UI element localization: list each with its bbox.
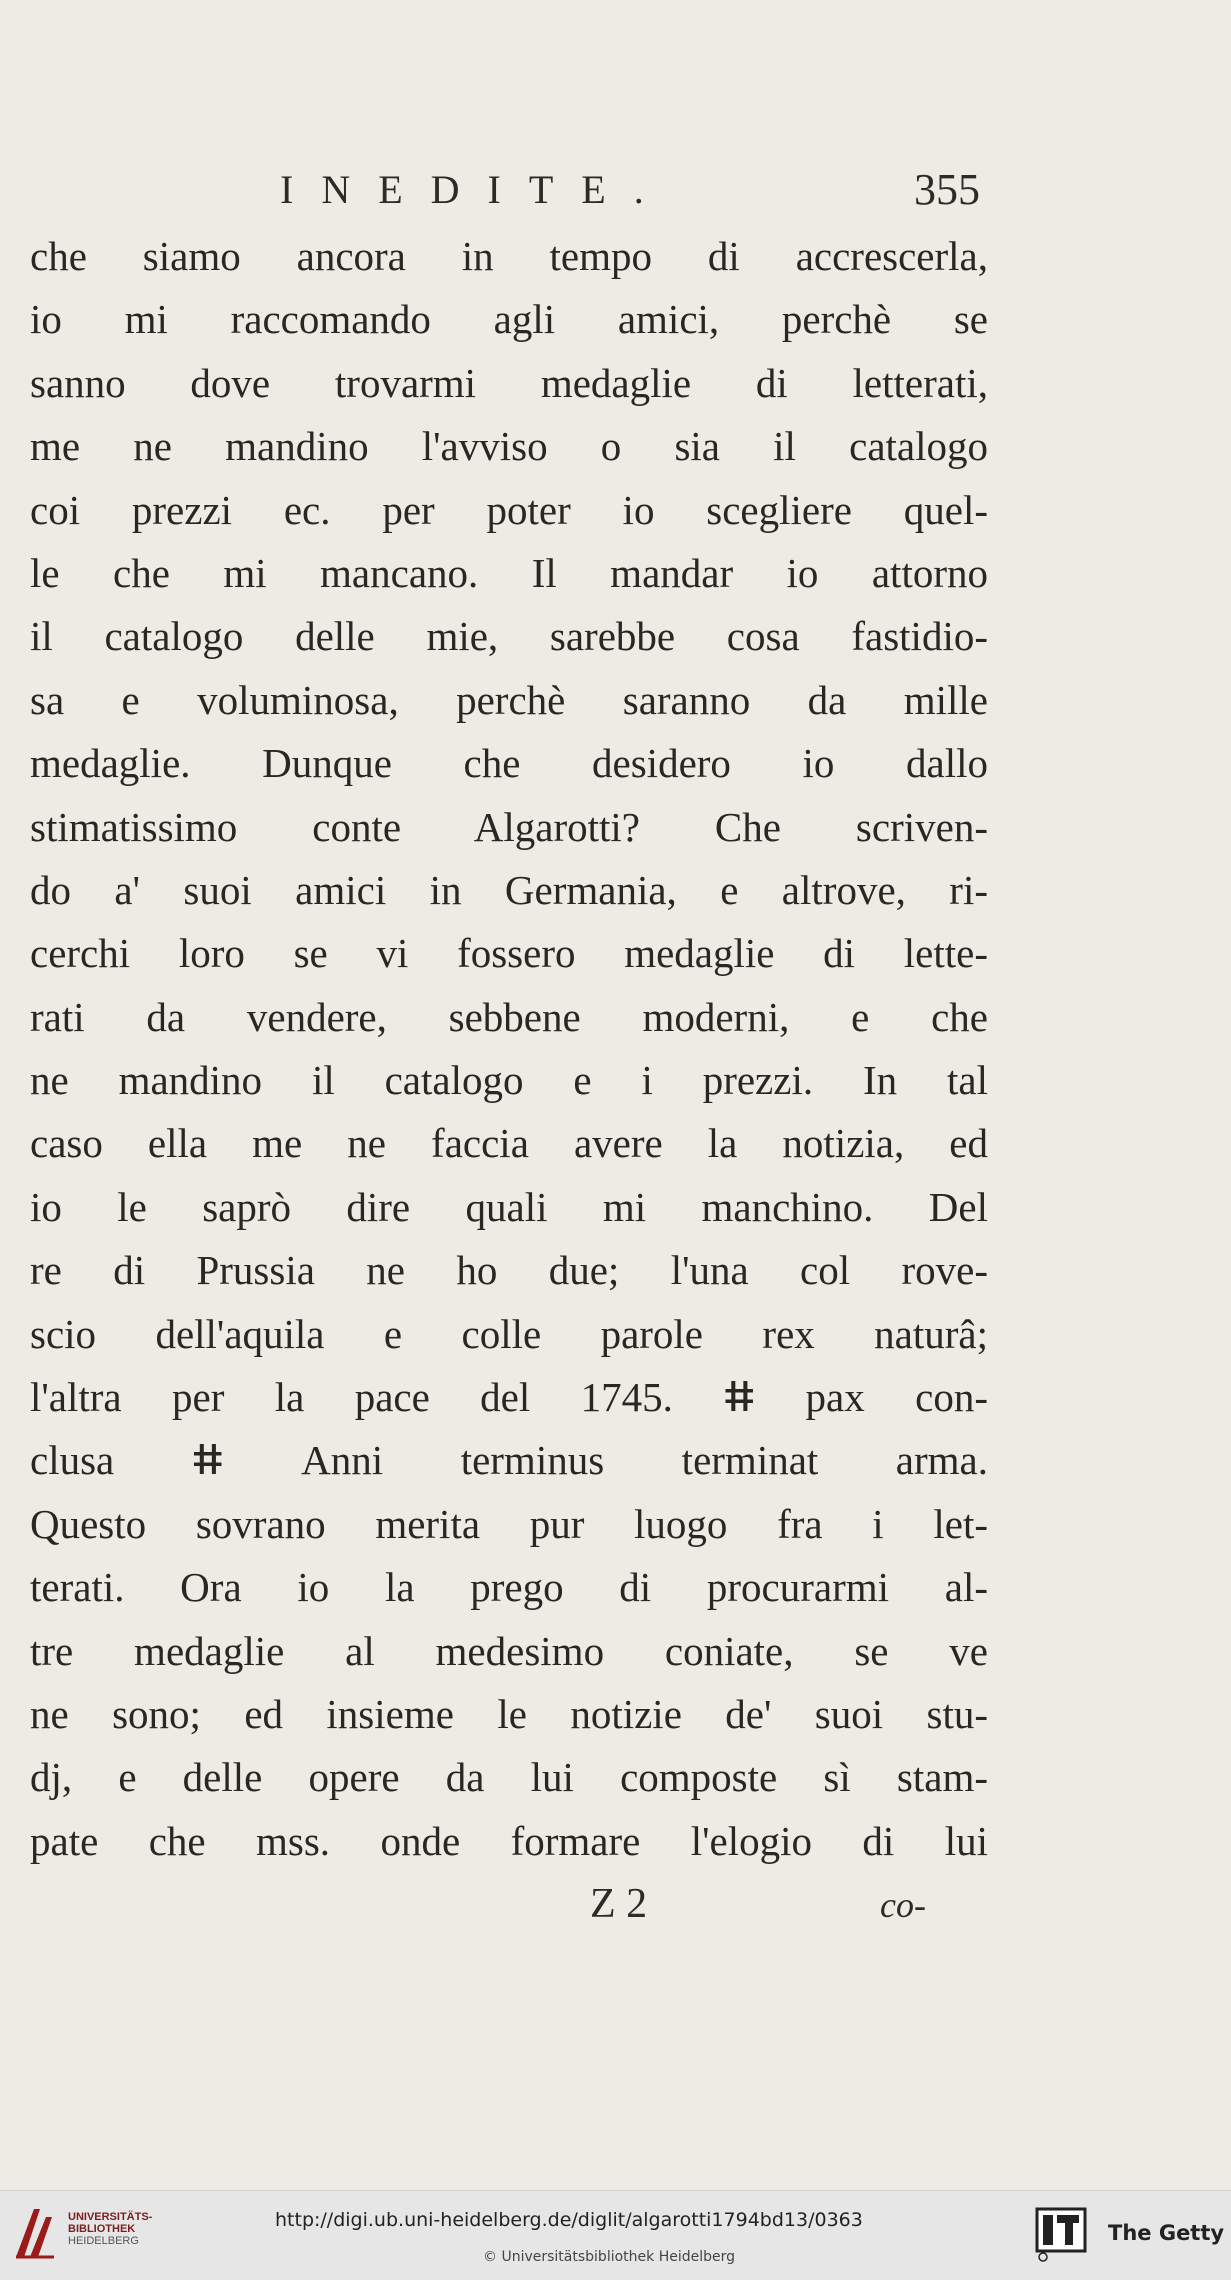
text-line: tre medaglie al medesimo coniate, se ve xyxy=(30,1627,988,1674)
permalink[interactable]: http://digi.ub.uni-heidelberg.de/diglit/algarotti1794bd13/0363 xyxy=(275,2209,863,2231)
text-line: le che mi mancano. Il mandar io attorno xyxy=(30,549,988,596)
signature-mark: Z 2 xyxy=(590,1881,648,1927)
text-line: il catalogo delle mie, sarebbe cosa fastidio- xyxy=(30,613,988,660)
text-line: sa e voluminosa, perchè saranno da mille xyxy=(30,676,988,723)
page-number: 355 xyxy=(914,165,980,214)
text-line: caso ella me ne faccia avere la notizia, ed xyxy=(30,1120,988,1167)
getty-logo-icon xyxy=(1035,2207,1087,2263)
text-line: terati. Ora io la prego di procurarmi al- xyxy=(30,1564,988,1611)
text-line: io mi raccomando agli amici, perchè se xyxy=(30,296,988,343)
university-name: UNIVERSITÄTS- BIBLIOTHEK HEIDELBERG xyxy=(68,2211,153,2247)
text-line: che siamo ancora in tempo di accrescerla, xyxy=(30,233,988,279)
text-line: scio dell'aquila e colle parole rex naturâ; xyxy=(30,1310,988,1357)
catchword: co- xyxy=(880,1885,926,1925)
body-text xyxy=(30,225,988,1873)
text-line: ne mandino il catalogo e i prezzi. In tal xyxy=(30,1057,988,1104)
text-line: io le saprò dire quali mi manchino. Del xyxy=(30,1183,988,1230)
text-line: rati da vendere, sebbene moderni, e che xyxy=(30,993,988,1040)
text-line: cerchi loro se vi fossero medaglie di lette- xyxy=(30,930,988,977)
text-line: sanno dove trovarmi medaglie di letterati, xyxy=(30,359,988,406)
text-line: dj, e delle opere da lui composte sì stam- xyxy=(30,1754,988,1801)
text-line: clusa ⵌ Anni terminus terminat arma. xyxy=(30,1437,988,1484)
copyright-notice: © Universitätsbibliothek Heidelberg xyxy=(483,2249,736,2265)
text-line: coi prezzi ec. per poter io scegliere quel- xyxy=(30,486,988,533)
running-head: INEDITE. xyxy=(280,167,672,212)
text-line: re di Prussia ne ho due; l'una col rove- xyxy=(30,1247,988,1294)
text-line: l'altra per la pace del 1745. ⵌ pax con- xyxy=(30,1374,988,1421)
text-line: Questo sovrano merita pur luogo fra i let- xyxy=(30,1500,988,1547)
getty-name: The Getty xyxy=(1108,2221,1225,2245)
text-line: pate che mss. onde formare l'elogio di lui xyxy=(30,1817,988,1864)
text-line: ne sono; ed insieme le notizie de' suoi stu- xyxy=(30,1690,988,1737)
text-line: medaglie. Dunque che desidero io dallo xyxy=(30,740,988,787)
text-line: do a' suoi amici in Germania, e altrove, ri- xyxy=(30,866,988,913)
university-logo-icon xyxy=(12,2203,58,2263)
text-line: stimatissimo conte Algarotti? Che scriven- xyxy=(30,803,988,850)
page-header xyxy=(280,158,980,228)
text-line: me ne mandino l'avviso o sia il catalogo xyxy=(30,423,988,470)
viewer-footer-bar xyxy=(0,2190,1231,2280)
